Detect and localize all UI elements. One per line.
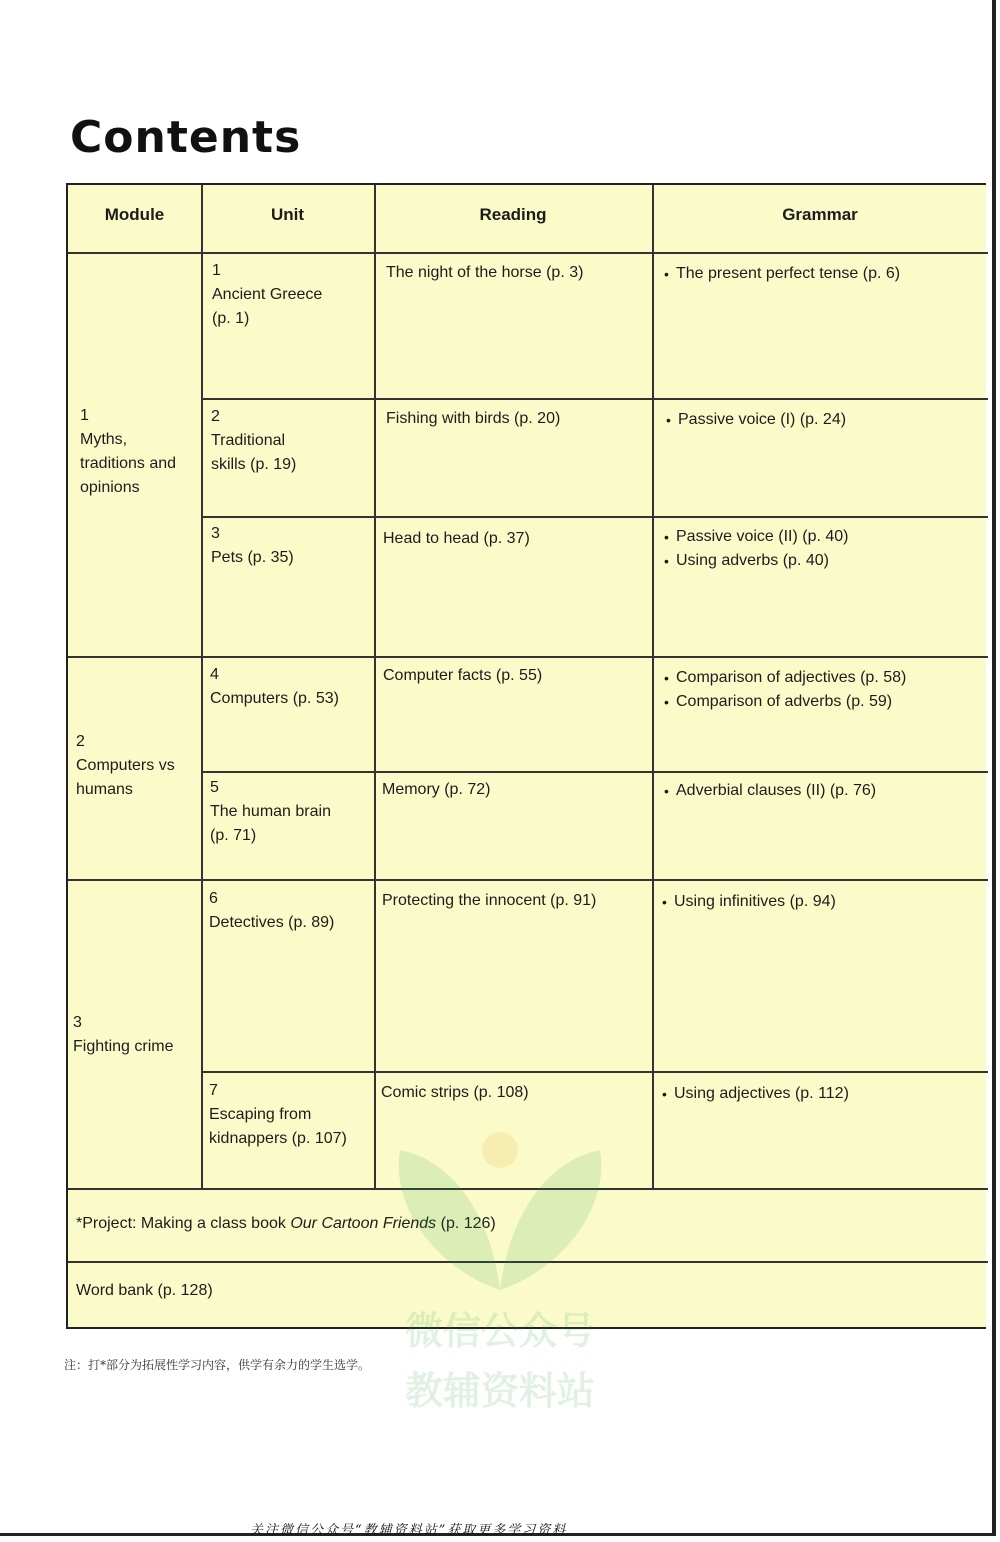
header-unit: Unit: [270, 205, 305, 224]
col-divider: [201, 185, 203, 1189]
project-row: [76, 1212, 496, 1236]
row-divider: [201, 1071, 988, 1073]
reading-4: Computer facts (p. 55): [383, 667, 543, 684]
reading-1: The night of the horse (p. 3): [386, 264, 584, 281]
reading-5: Memory (p. 72): [382, 781, 491, 798]
unit-7: 7 Escaping from kidnappers (p. 107): [209, 1082, 347, 1147]
grammar-item: • Using adjectives (p. 112): [662, 1082, 849, 1106]
module-1: 1 Myths, traditions and opinions: [80, 407, 177, 496]
word-bank-row: Word bank (p. 128): [76, 1282, 213, 1299]
project-divider: [68, 1261, 988, 1263]
reading-3: Head to head (p. 37): [383, 530, 530, 547]
grammar-item: • Comparison of adverbs (p. 59): [664, 690, 906, 714]
module-2: 2 Computers vs humans: [76, 733, 175, 798]
bottom-promo-text: 关注微信公众号“教辅资料站”获取更多学习资料: [250, 1523, 568, 1538]
col-divider: [652, 185, 654, 1189]
header-reading: Reading: [479, 205, 547, 224]
reading-6: Protecting the innocent (p. 91): [382, 892, 597, 909]
watermark-line-1: 微信公众号: [404, 1309, 595, 1353]
contents-table: [66, 183, 986, 1329]
unit-1: 1 Ancient Greece (p. 1): [212, 262, 323, 327]
grammar-item: • Passive voice (I) (p. 24): [666, 408, 846, 432]
watermark-line-2: 教辅资料站: [404, 1369, 595, 1413]
header-grammar: Grammar: [782, 205, 858, 224]
unit-5: 5 The human brain (p. 71): [210, 779, 331, 844]
page-title: Contents: [70, 112, 302, 163]
project-suffix: (p. 126): [436, 1215, 496, 1232]
grammar-item: • Using adverbs (p. 40): [664, 549, 849, 573]
grammar-item: • The present perfect tense (p. 6): [664, 262, 900, 286]
project-prefix: *Project: Making a class book: [76, 1215, 291, 1232]
grammar-2: [666, 408, 846, 432]
project-book-title: Our Cartoon Friends: [290, 1215, 437, 1232]
unit-6: 6 Detectives (p. 89): [209, 890, 335, 931]
grammar-7: [662, 1082, 849, 1106]
grammar-item: • Adverbial clauses (II) (p. 76): [664, 779, 876, 803]
row-divider: [201, 398, 988, 400]
grammar-6: [662, 890, 836, 914]
footnote: 注：打*部分为拓展性学习内容，供学有余力的学生选学。: [64, 1358, 371, 1372]
module-divider: [68, 879, 988, 881]
unit-3: 3 Pets (p. 35): [211, 525, 294, 566]
grammar-item: • Passive voice (II) (p. 40): [664, 525, 849, 549]
header-module: Module: [104, 205, 165, 224]
module-divider: [68, 656, 988, 658]
header-divider: [68, 252, 988, 254]
reading-7: Comic strips (p. 108): [381, 1084, 529, 1101]
grammar-item: • Using infinitives (p. 94): [662, 890, 836, 914]
module-divider: [68, 1188, 988, 1190]
unit-4: 4 Computers (p. 53): [210, 666, 339, 707]
grammar-3: [664, 525, 849, 573]
grammar-5: [664, 779, 876, 803]
row-divider: [201, 771, 988, 773]
row-divider: [201, 516, 988, 518]
col-divider: [374, 185, 376, 1189]
unit-2: 2 Traditional skills (p. 19): [211, 408, 297, 473]
reading-2: Fishing with birds (p. 20): [386, 410, 561, 427]
grammar-4: [664, 666, 906, 714]
module-3: 3 Fighting crime: [73, 1014, 174, 1055]
grammar-1: [664, 262, 900, 286]
grammar-item: • Comparison of adjectives (p. 58): [664, 666, 906, 690]
